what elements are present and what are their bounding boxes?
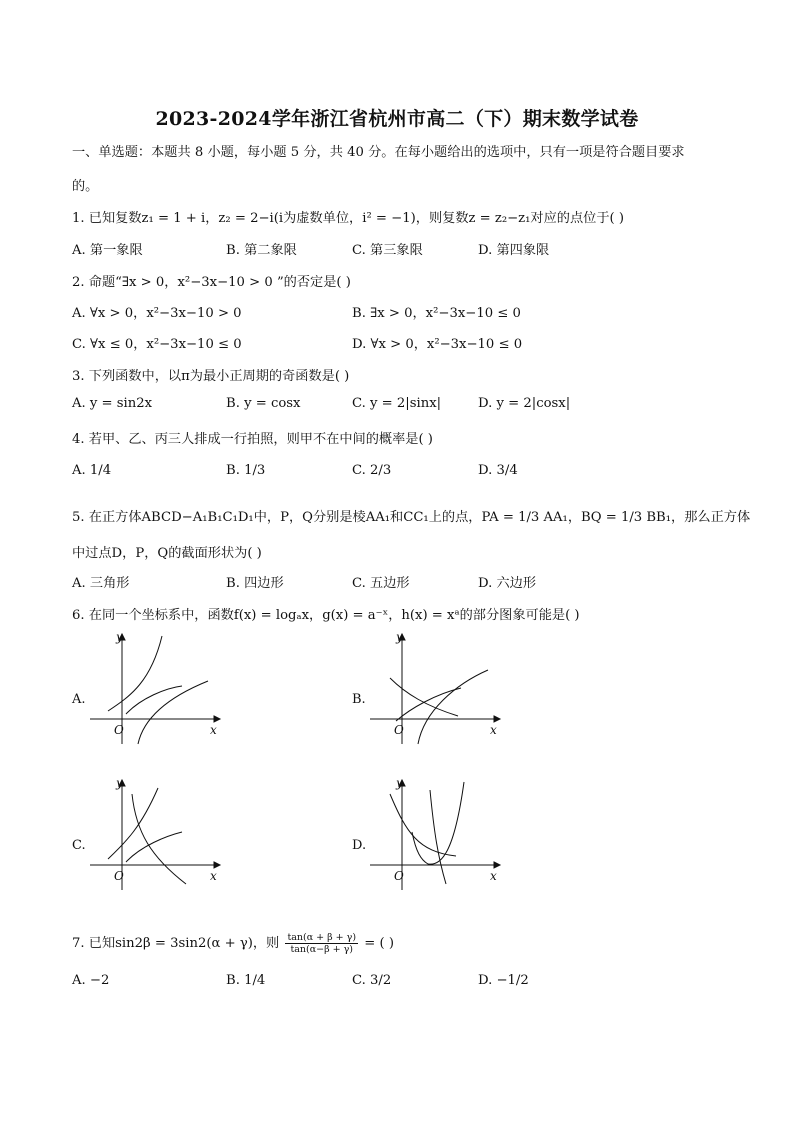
q7-option-c[interactable]: C. 3/2 — [352, 973, 392, 988]
y-axis-label: y — [396, 630, 403, 644]
curve-a-3 — [138, 681, 208, 744]
x-axis-label: x — [210, 869, 217, 883]
q5-option-b[interactable]: B. 四边形 — [226, 576, 284, 591]
y-axis-label: y — [116, 630, 123, 644]
curve-b-1 — [390, 678, 458, 716]
question-4-stem: 4. 若甲、乙、丙三人排成一行拍照，则甲不在中间的概率是( ) — [72, 432, 433, 447]
q6-option-c[interactable]: C. — [72, 838, 86, 853]
origin-label: O — [114, 869, 124, 883]
q7-fraction-denominator: tan(α−β + γ) — [290, 944, 354, 955]
graph-a[interactable] — [86, 626, 226, 746]
question-2-stem: 2. 命题“∃x > 0，x²−3x−10 > 0 ”的否定是( ) — [72, 275, 351, 290]
curve-c-1 — [132, 794, 186, 884]
q6-option-a[interactable]: A. — [72, 692, 86, 707]
q6-option-d[interactable]: D. — [352, 838, 367, 853]
section-heading: 一、单选题：本题共 8 小题，每小题 5 分，共 40 分。在每小题给出的选项中，只有一项是符合题目要求 — [72, 145, 685, 160]
q2-option-a[interactable]: A. ∀x > 0，x²−3x−10 > 0 — [72, 306, 242, 321]
q7-stem-start: 7. 已知sin2β = 3sin2(α + γ)，则 — [72, 936, 280, 951]
q7-fraction — [285, 932, 358, 955]
origin-label: O — [394, 723, 404, 737]
origin-label: O — [394, 869, 404, 883]
q4-option-c[interactable]: C. 2/3 — [352, 463, 392, 478]
q7-option-a[interactable]: A. −2 — [72, 973, 110, 988]
q5-option-c[interactable]: C. 五边形 — [352, 576, 410, 591]
curve-d-1 — [390, 794, 456, 856]
curve-b-3 — [418, 670, 488, 744]
q7-fraction-numerator: tan(α + β + γ) — [287, 932, 357, 943]
graph-b[interactable] — [366, 626, 506, 746]
section-heading-cont: 的。 — [72, 179, 99, 194]
question-6-stem: 6. 在同一个坐标系中，函数f(x) = logₐx，g(x) = a⁻ˣ，h(x) = xᵃ的部分图象可能是( ) — [72, 608, 580, 623]
q7-option-d[interactable]: D. −1/2 — [478, 973, 529, 988]
q5-option-a[interactable]: A. 三角形 — [72, 576, 130, 591]
q4-option-b[interactable]: B. 1/3 — [226, 463, 266, 478]
curve-c-3 — [126, 832, 182, 862]
question-5-stem: 5. 在正方体ABCD−A₁B₁C₁D₁中，P，Q分别是棱AA₁和CC₁上的点，PA = 1/3 AA₁，BQ = 1/3 BB₁，那么正方体 — [72, 510, 751, 525]
question-1-stem: 1. 已知复数z₁ = 1 + i，z₂ = 2−i(i为虚数单位，i² = −1)，则复数z = z₂−z₁对应的点位于( ) — [72, 211, 625, 226]
q1-option-c[interactable]: C. 第三象限 — [352, 243, 423, 258]
q1-option-d[interactable]: D. 第四象限 — [478, 243, 550, 258]
x-axis-label: x — [210, 723, 217, 737]
q4-option-a[interactable]: A. 1/4 — [72, 463, 112, 478]
q7-stem-end: = ( ) — [364, 936, 394, 951]
question-5-stem-cont: 中过点D，P，Q的截面形状为( ) — [72, 546, 262, 561]
q5-option-d[interactable]: D. 六边形 — [478, 576, 537, 591]
page-title: 2023-2024学年浙江省杭州市高二（下）期末数学试卷 — [155, 108, 639, 130]
y-axis-label: y — [396, 776, 403, 790]
y-axis-label: y — [116, 776, 123, 790]
q3-option-d[interactable]: D. y = 2|cosx| — [478, 396, 571, 411]
graph-d[interactable] — [366, 772, 506, 892]
q1-option-a[interactable]: A. 第一象限 — [72, 243, 143, 258]
q4-option-d[interactable]: D. 3/4 — [478, 463, 518, 478]
q3-option-c[interactable]: C. y = 2|sinx| — [352, 396, 442, 411]
q3-option-b[interactable]: B. y = cosx — [226, 396, 301, 411]
origin-label: O — [114, 723, 124, 737]
q1-option-b[interactable]: B. 第二象限 — [226, 243, 297, 258]
q7-option-b[interactable]: B. 1/4 — [226, 973, 266, 988]
q2-option-c[interactable]: C. ∀x ≤ 0，x²−3x−10 ≤ 0 — [72, 337, 242, 352]
curve-d-3 — [430, 790, 446, 884]
question-3-stem: 3. 下列函数中，以π为最小正周期的奇函数是( ) — [72, 369, 350, 384]
q2-option-d[interactable]: D. ∀x > 0，x²−3x−10 ≤ 0 — [352, 337, 523, 352]
x-axis-label: x — [490, 723, 497, 737]
q6-option-b[interactable]: B. — [352, 692, 366, 707]
x-axis-label: x — [490, 869, 497, 883]
q2-option-b[interactable]: B. ∃x > 0，x²−3x−10 ≤ 0 — [352, 306, 521, 321]
q3-option-a[interactable]: A. y = sin2x — [72, 396, 153, 411]
curve-a-1 — [108, 636, 162, 711]
question-7-stem — [72, 932, 394, 955]
graph-c[interactable] — [86, 772, 226, 892]
